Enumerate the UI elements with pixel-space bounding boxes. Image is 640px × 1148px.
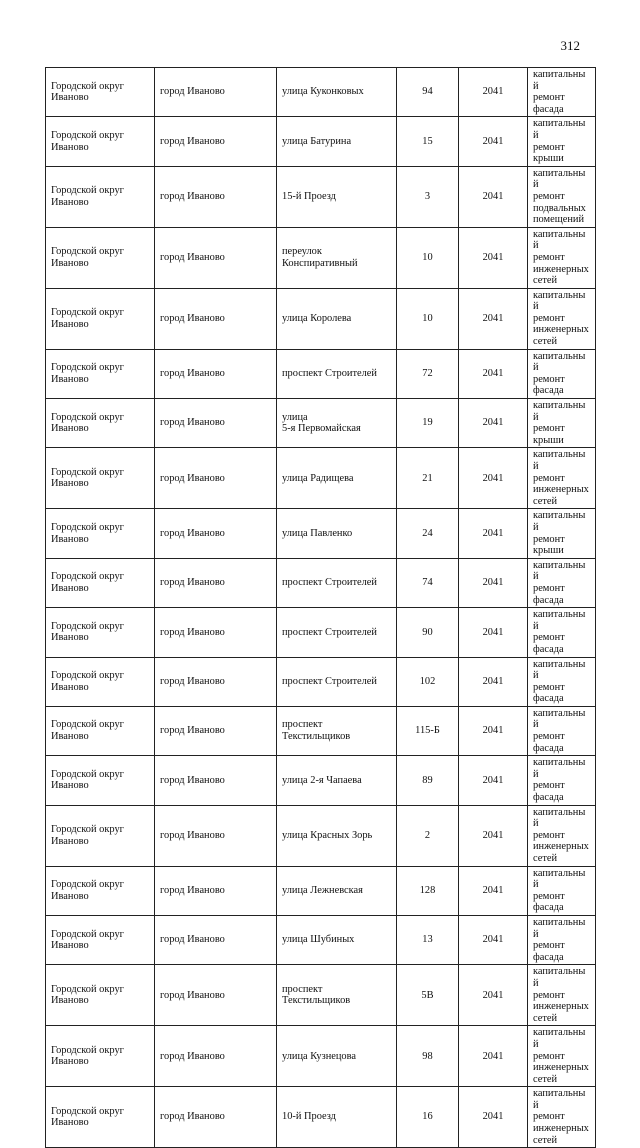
cell-work: капитальный ремонт крыши	[528, 117, 596, 166]
table-row	[46, 608, 596, 657]
cell-street: улица Радищева	[277, 448, 397, 509]
cell-okrug: Городской округ Иваново	[46, 68, 155, 117]
cell-city: город Иваново	[155, 965, 277, 1026]
cell-work: капитальный ремонт фасада	[528, 866, 596, 915]
cell-street: улица 2-я Чапаева	[277, 756, 397, 805]
cell-city: город Иваново	[155, 756, 277, 805]
cell-work: капитальный ремонт фасада	[528, 349, 596, 398]
table-body	[46, 68, 596, 1148]
cell-street: проспект Строителей	[277, 349, 397, 398]
cell-year: 2041	[459, 117, 528, 166]
cell-house: 94	[397, 68, 459, 117]
cell-house: 74	[397, 558, 459, 607]
cell-house: 10	[397, 288, 459, 349]
cell-year: 2041	[459, 509, 528, 558]
cell-year: 2041	[459, 166, 528, 227]
cell-okrug: Городской округ Иваново	[46, 166, 155, 227]
cell-year: 2041	[459, 965, 528, 1026]
cell-street: улица Павленко	[277, 509, 397, 558]
cell-city: город Иваново	[155, 805, 277, 866]
cell-house: 24	[397, 509, 459, 558]
cell-okrug: Городской округ Иваново	[46, 657, 155, 706]
cell-work: капитальный ремонт фасада	[528, 657, 596, 706]
cell-house: 15	[397, 117, 459, 166]
table-row	[46, 117, 596, 166]
cell-city: город Иваново	[155, 706, 277, 755]
cell-city: город Иваново	[155, 166, 277, 227]
cell-street: улица Батурина	[277, 117, 397, 166]
cell-okrug: Городской округ Иваново	[46, 399, 155, 448]
cell-year: 2041	[459, 288, 528, 349]
cell-house: 13	[397, 915, 459, 964]
cell-city: город Иваново	[155, 448, 277, 509]
cell-city: город Иваново	[155, 399, 277, 448]
cell-work: капитальный ремонт крыши	[528, 509, 596, 558]
cell-work: капитальный ремонт инженерных сетей	[528, 965, 596, 1026]
cell-okrug: Городской округ Иваново	[46, 288, 155, 349]
cell-city: город Иваново	[155, 68, 277, 117]
cell-year: 2041	[459, 349, 528, 398]
cell-work: капитальный ремонт фасада	[528, 608, 596, 657]
cell-city: город Иваново	[155, 1087, 277, 1148]
cell-city: город Иваново	[155, 608, 277, 657]
cell-street: проспект Строителей	[277, 608, 397, 657]
cell-work: капитальный ремонт инженерных сетей	[528, 1026, 596, 1087]
cell-year: 2041	[459, 657, 528, 706]
cell-street: улица Шубиных	[277, 915, 397, 964]
cell-okrug: Городской округ Иваново	[46, 349, 155, 398]
cell-year: 2041	[459, 706, 528, 755]
cell-year: 2041	[459, 805, 528, 866]
table-row	[46, 866, 596, 915]
cell-year: 2041	[459, 227, 528, 288]
cell-work: капитальный ремонт инженерных сетей	[528, 227, 596, 288]
table-row	[46, 558, 596, 607]
cell-house: 3	[397, 166, 459, 227]
table-row	[46, 805, 596, 866]
cell-okrug: Городской округ Иваново	[46, 965, 155, 1026]
cell-house: 10	[397, 227, 459, 288]
table-row	[46, 509, 596, 558]
table-row	[46, 915, 596, 964]
cell-house: 89	[397, 756, 459, 805]
cell-work: капитальный ремонт крыши	[528, 399, 596, 448]
cell-year: 2041	[459, 1087, 528, 1148]
table-row	[46, 399, 596, 448]
cell-house: 19	[397, 399, 459, 448]
cell-work: капитальный ремонт инженерных сетей	[528, 1087, 596, 1148]
table-row	[46, 657, 596, 706]
table-row	[46, 227, 596, 288]
cell-okrug: Городской округ Иваново	[46, 1087, 155, 1148]
cell-year: 2041	[459, 608, 528, 657]
cell-year: 2041	[459, 915, 528, 964]
cell-street: улица Куконковых	[277, 68, 397, 117]
cell-city: город Иваново	[155, 227, 277, 288]
cell-okrug: Городской округ Иваново	[46, 805, 155, 866]
cell-okrug: Городской округ Иваново	[46, 756, 155, 805]
cell-okrug: Городской округ Иваново	[46, 117, 155, 166]
cell-street: улица Красных Зорь	[277, 805, 397, 866]
cell-city: город Иваново	[155, 349, 277, 398]
cell-city: город Иваново	[155, 558, 277, 607]
cell-work: капитальный ремонт фасада	[528, 68, 596, 117]
cell-house: 2	[397, 805, 459, 866]
cell-city: город Иваново	[155, 1026, 277, 1087]
cell-street: улица Королева	[277, 288, 397, 349]
cell-house: 72	[397, 349, 459, 398]
cell-year: 2041	[459, 866, 528, 915]
table-row	[46, 1026, 596, 1087]
cell-year: 2041	[459, 756, 528, 805]
cell-street: проспект Текстильщиков	[277, 965, 397, 1026]
cell-okrug: Городской округ Иваново	[46, 1026, 155, 1087]
table-row	[46, 1087, 596, 1148]
cell-street: проспект Строителей	[277, 558, 397, 607]
cell-house: 21	[397, 448, 459, 509]
page-number: 312	[560, 38, 580, 53]
cell-house: 115-Б	[397, 706, 459, 755]
cell-house: 5В	[397, 965, 459, 1026]
repair-schedule-table	[45, 67, 596, 1148]
cell-city: город Иваново	[155, 288, 277, 349]
cell-okrug: Городской округ Иваново	[46, 866, 155, 915]
table-row	[46, 448, 596, 509]
cell-okrug: Городской округ Иваново	[46, 608, 155, 657]
cell-work: капитальный ремонт фасада	[528, 915, 596, 964]
cell-okrug: Городской округ Иваново	[46, 558, 155, 607]
cell-work: капитальный ремонт фасада	[528, 706, 596, 755]
table-row	[46, 756, 596, 805]
cell-okrug: Городской округ Иваново	[46, 509, 155, 558]
table-row	[46, 68, 596, 117]
cell-street: проспект Строителей	[277, 657, 397, 706]
cell-city: город Иваново	[155, 866, 277, 915]
cell-house: 128	[397, 866, 459, 915]
cell-work: капитальный ремонт инженерных сетей	[528, 448, 596, 509]
cell-work: капитальный ремонт подвальных помещений	[528, 166, 596, 227]
cell-okrug: Городской округ Иваново	[46, 706, 155, 755]
cell-okrug: Городской округ Иваново	[46, 227, 155, 288]
cell-house: 16	[397, 1087, 459, 1148]
cell-street: переулок Конспиративный	[277, 227, 397, 288]
table-row	[46, 166, 596, 227]
cell-house: 102	[397, 657, 459, 706]
cell-house: 98	[397, 1026, 459, 1087]
cell-okrug: Городской округ Иваново	[46, 448, 155, 509]
cell-street: улица Лежневская	[277, 866, 397, 915]
cell-street: улица Кузнецова	[277, 1026, 397, 1087]
cell-city: город Иваново	[155, 117, 277, 166]
cell-year: 2041	[459, 448, 528, 509]
table-row	[46, 965, 596, 1026]
cell-house: 90	[397, 608, 459, 657]
cell-work: капитальный ремонт инженерных сетей	[528, 805, 596, 866]
cell-work: капитальный ремонт фасада	[528, 756, 596, 805]
cell-street: улица 5-я Первомайская	[277, 399, 397, 448]
cell-okrug: Городской округ Иваново	[46, 915, 155, 964]
cell-year: 2041	[459, 1026, 528, 1087]
cell-city: город Иваново	[155, 509, 277, 558]
cell-street: 10-й Проезд	[277, 1087, 397, 1148]
cell-year: 2041	[459, 68, 528, 117]
cell-year: 2041	[459, 399, 528, 448]
cell-year: 2041	[459, 558, 528, 607]
cell-city: город Иваново	[155, 915, 277, 964]
cell-city: город Иваново	[155, 657, 277, 706]
cell-work: капитальный ремонт инженерных сетей	[528, 288, 596, 349]
cell-work: капитальный ремонт фасада	[528, 558, 596, 607]
cell-street: 15-й Проезд	[277, 166, 397, 227]
table-row	[46, 349, 596, 398]
cell-street: проспект Текстильщиков	[277, 706, 397, 755]
table-row	[46, 288, 596, 349]
table-row	[46, 706, 596, 755]
